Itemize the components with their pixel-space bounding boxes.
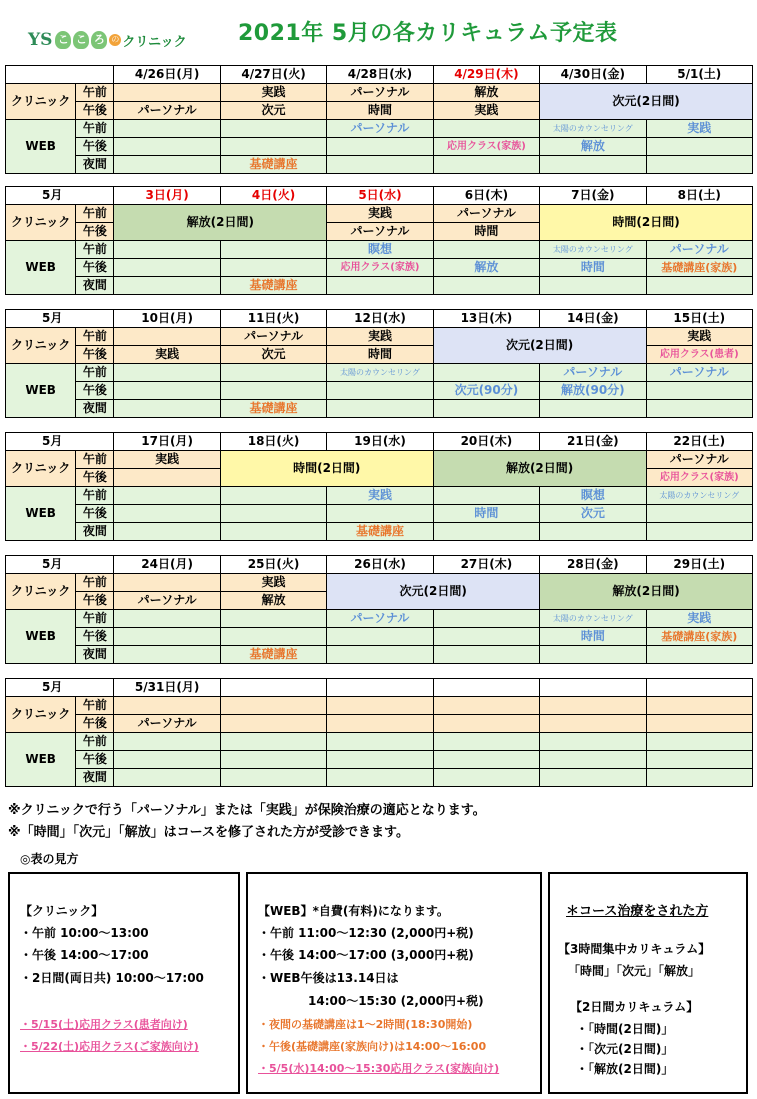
schedule-cell: 実践 [327, 205, 433, 223]
three-hour-heading: 【3時間集中カリキュラム】 [558, 942, 711, 956]
three-hour-items: 「時間」「次元」「解放」 [568, 964, 701, 978]
schedule-cell: 次元 [540, 505, 646, 523]
month-cell: 5月 [6, 187, 114, 205]
schedule-cell [114, 505, 220, 523]
two-day-item-3: ・「解放(2日間)」 [576, 1062, 674, 1076]
schedule-cell: 解放 [220, 592, 326, 610]
schedule-cell: 次元 [220, 102, 326, 120]
schedule-cell-merged: 次元(2日間) [540, 84, 753, 120]
logo-ys: YS [28, 30, 53, 50]
day-header: 24日(月) [114, 556, 220, 574]
slot-pm: 午後 [76, 592, 114, 610]
schedule-cell [114, 469, 220, 487]
two-day-item-2: ・「次元(2日間)」 [576, 1042, 674, 1056]
schedule-cell [540, 523, 646, 541]
schedule-cell [327, 769, 433, 787]
schedule-cell: 次元 [220, 346, 326, 364]
schedule-cell: 実践 [220, 84, 326, 102]
schedule-cell [646, 138, 752, 156]
page-title: 2021年 5月の各カリキュラム予定表 [238, 21, 618, 46]
schedule-cell [433, 646, 539, 664]
schedule-cell [540, 400, 646, 418]
schedule-cell [327, 156, 433, 174]
slot-pm: 午後 [76, 505, 114, 523]
day-header: 29日(土) [646, 556, 752, 574]
legend-title: ◎表の見方 [20, 852, 79, 866]
clinic-hours-box [8, 872, 240, 1094]
schedule-cell [114, 138, 220, 156]
course-box [548, 872, 748, 1094]
logo-heart-1: こ [55, 31, 71, 49]
two-day-heading: 【2日間カリキュラム】 [570, 1000, 699, 1014]
week-table-2 [5, 186, 753, 295]
schedule-cell: 時間 [433, 505, 539, 523]
day-header: 4/28日(水) [327, 66, 433, 84]
row-label-clinic: クリニック [6, 328, 76, 364]
schedule-cell [540, 277, 646, 295]
day-header: 20日(木) [433, 433, 539, 451]
slot-am: 午前 [76, 574, 114, 592]
row-label-web: WEB [6, 487, 76, 541]
day-header: 28日(金) [540, 556, 646, 574]
schedule-cell: 基礎講座(家族) [646, 259, 752, 277]
schedule-cell [220, 751, 326, 769]
schedule-cell [433, 241, 539, 259]
day-header-holiday: 4日(火) [220, 187, 326, 205]
schedule-cell [114, 523, 220, 541]
schedule-cell [327, 715, 433, 733]
month-cell: 5月 [6, 556, 114, 574]
header [0, 0, 757, 58]
schedule-cell-merged: 解放(2日間) [540, 574, 753, 610]
day-header [540, 679, 646, 697]
schedule-cell [646, 505, 752, 523]
schedule-cell [114, 733, 220, 751]
schedule-cell: パーソナル [540, 364, 646, 382]
day-header: 7日(金) [540, 187, 646, 205]
slot-night: 夜間 [76, 523, 114, 541]
clinic-note-1: ・5/15(土)応用クラス(患者向け) [20, 1018, 188, 1031]
slot-night: 夜間 [76, 400, 114, 418]
web-special-note: ・5/5(水)14:00～15:30応用クラス(家族向け) [258, 1062, 500, 1075]
schedule-cell: 応用クラス(家族) [433, 138, 539, 156]
schedule-cell: 基礎講座 [220, 156, 326, 174]
schedule-cell: 基礎講座 [327, 523, 433, 541]
schedule-cell [433, 769, 539, 787]
schedule-cell [646, 382, 752, 400]
schedule-cell [433, 523, 539, 541]
schedule-cell [540, 733, 646, 751]
row-label-web: WEB [6, 241, 76, 295]
web-am-hours: ・午前 11:00～12:30 (2,000円+税) [258, 926, 474, 940]
schedule-cell [220, 628, 326, 646]
schedule-cell [540, 646, 646, 664]
schedule-cell [433, 697, 539, 715]
slot-pm: 午後 [76, 469, 114, 487]
schedule-cell [220, 120, 326, 138]
day-header: 14日(金) [540, 310, 646, 328]
day-header: 10日(月) [114, 310, 220, 328]
slot-am: 午前 [76, 364, 114, 382]
week-table-1 [5, 65, 753, 174]
schedule-cell [433, 120, 539, 138]
schedule-cell [540, 751, 646, 769]
footnote-insurance: ※クリニックで行う「パーソナル」または「実践」が保険治療の適応となります。 [8, 803, 486, 818]
schedule-cell [327, 277, 433, 295]
month-cell: 5月 [6, 679, 114, 697]
day-header [327, 679, 433, 697]
day-header: 4/26日(月) [114, 66, 220, 84]
schedule-cell: パーソナル [114, 592, 220, 610]
month-cell [6, 66, 114, 84]
schedule-cell: 実践 [114, 346, 220, 364]
schedule-cell [220, 715, 326, 733]
schedule-cell: 解放(90分) [540, 382, 646, 400]
row-label-clinic: クリニック [6, 574, 76, 610]
slot-pm: 午後 [76, 715, 114, 733]
logo-heart-2: こ [73, 31, 89, 49]
slot-am: 午前 [76, 205, 114, 223]
row-label-web: WEB [6, 610, 76, 664]
schedule-cell [540, 769, 646, 787]
logo-no: の [111, 35, 120, 44]
day-header: 15日(土) [646, 310, 752, 328]
schedule-cell: パーソナル [327, 610, 433, 628]
schedule-cell: 実践 [220, 574, 326, 592]
schedule-cell: 瞑想 [327, 241, 433, 259]
schedule-cell: パーソナル [327, 120, 433, 138]
schedule-cell: 基礎講座(家族) [646, 628, 752, 646]
day-header: 5/1(土) [646, 66, 752, 84]
schedule-cell [433, 156, 539, 174]
web-pm-note-2: 14:00～15:30 (2,000円+税) [308, 994, 484, 1008]
schedule-cell [327, 646, 433, 664]
slot-pm: 午後 [76, 138, 114, 156]
schedule-cell [220, 610, 326, 628]
schedule-cell [220, 259, 326, 277]
schedule-cell [114, 328, 220, 346]
schedule-cell-merged: 次元(2日間) [433, 328, 646, 364]
schedule-cell [220, 697, 326, 715]
day-header: 8日(土) [646, 187, 752, 205]
schedule-cell: パーソナル [646, 364, 752, 382]
schedule-cell [327, 382, 433, 400]
footnote-course: ※「時間」「次元」「解放」はコースを修了された方が受診できます。 [8, 825, 409, 840]
schedule-cell [646, 523, 752, 541]
week-table-6 [5, 678, 753, 787]
logo-heart-3: ろ [91, 31, 107, 49]
schedule-cell: 太陽のカウンセリング [540, 241, 646, 259]
schedule-cell [114, 364, 220, 382]
schedule-cell [114, 120, 220, 138]
schedule-cell [114, 769, 220, 787]
schedule-cell: 時間 [540, 628, 646, 646]
row-label-web: WEB [6, 364, 76, 418]
slot-night: 夜間 [76, 277, 114, 295]
schedule-cell: 太陽のカウンセリング [327, 364, 433, 382]
day-header: 22日(土) [646, 433, 752, 451]
slot-am: 午前 [76, 487, 114, 505]
web-pm-hours: ・午後 14:00～17:00 (3,000円+税) [258, 948, 474, 962]
schedule-cell [114, 751, 220, 769]
schedule-cell: パーソナル [327, 223, 433, 241]
schedule-cell: 実践 [327, 487, 433, 505]
schedule-cell [433, 400, 539, 418]
schedule-cell [433, 364, 539, 382]
day-header: 26日(水) [327, 556, 433, 574]
schedule-cell-merged: 時間(2日間) [540, 205, 753, 241]
schedule-cell: 応用クラス(患者) [646, 346, 752, 364]
slot-am: 午前 [76, 120, 114, 138]
schedule-cell: 実践 [114, 451, 220, 469]
schedule-cell: パーソナル [327, 84, 433, 102]
schedule-cell: 時間 [327, 346, 433, 364]
clinic-pm-hours: ・午後 14:00～17:00 [20, 948, 149, 962]
day-header [646, 679, 752, 697]
web-pm-note: ・WEB午後は13.14日は [258, 971, 399, 985]
schedule-cell-merged: 解放(2日間) [433, 451, 646, 487]
day-header [220, 679, 326, 697]
schedule-cell [220, 769, 326, 787]
day-header: 5/31日(月) [114, 679, 220, 697]
slot-pm: 午後 [76, 223, 114, 241]
schedule-cell [327, 697, 433, 715]
schedule-cell [114, 646, 220, 664]
schedule-cell: 太陽のカウンセリング [540, 610, 646, 628]
day-header-holiday: 5日(水) [327, 187, 433, 205]
month-cell: 5月 [6, 310, 114, 328]
day-header: 27日(木) [433, 556, 539, 574]
schedule-cell [433, 610, 539, 628]
day-header: 19日(水) [327, 433, 433, 451]
schedule-cell: 実践 [327, 328, 433, 346]
day-header: 11日(火) [220, 310, 326, 328]
clinic-box-title: 【クリニック】 [20, 904, 104, 918]
schedule-cell: 時間 [433, 223, 539, 241]
day-header-holiday: 3日(月) [114, 187, 220, 205]
clinic-logo [28, 26, 187, 54]
schedule-cell-merged: 時間(2日間) [220, 451, 433, 487]
day-header: 17日(月) [114, 433, 220, 451]
day-header: 6日(木) [433, 187, 539, 205]
schedule-cell [540, 697, 646, 715]
schedule-cell [114, 259, 220, 277]
slot-am: 午前 [76, 697, 114, 715]
schedule-cell [646, 769, 752, 787]
week-table-4 [5, 432, 753, 541]
schedule-cell [114, 628, 220, 646]
schedule-cell: パーソナル [220, 328, 326, 346]
schedule-cell: パーソナル [433, 205, 539, 223]
schedule-cell: 太陽のカウンセリング [646, 487, 752, 505]
schedule-cell: 実践 [646, 610, 752, 628]
schedule-cell [433, 487, 539, 505]
schedule-cell [220, 241, 326, 259]
schedule-cell [433, 277, 539, 295]
day-header: 12日(水) [327, 310, 433, 328]
schedule-cell: 実践 [433, 102, 539, 120]
schedule-cell: 次元(90分) [433, 382, 539, 400]
slot-am: 午前 [76, 241, 114, 259]
day-header: 21日(金) [540, 433, 646, 451]
slot-am: 午前 [76, 733, 114, 751]
schedule-cell [114, 241, 220, 259]
slot-pm: 午後 [76, 751, 114, 769]
schedule-cell [220, 733, 326, 751]
slot-night: 夜間 [76, 156, 114, 174]
schedule-cell: 基礎講座 [220, 277, 326, 295]
schedule-cell [327, 505, 433, 523]
row-label-clinic: クリニック [6, 84, 76, 120]
month-cell: 5月 [6, 433, 114, 451]
row-label-web: WEB [6, 733, 76, 787]
week-table-5 [5, 555, 753, 664]
schedule-cell: 基礎講座 [220, 646, 326, 664]
schedule-cell [327, 751, 433, 769]
schedule-cell [114, 156, 220, 174]
schedule-cell [646, 733, 752, 751]
footnotes [8, 800, 486, 844]
schedule-cell [220, 523, 326, 541]
day-header: 4/30日(金) [540, 66, 646, 84]
web-kiso-note: ・午後(基礎講座(家族向け)は14:00～16:00 [258, 1040, 487, 1053]
schedule-cell [114, 84, 220, 102]
schedule-cell: 解放 [433, 259, 539, 277]
schedule-cell [646, 277, 752, 295]
schedule-cell [114, 487, 220, 505]
schedule-cell [433, 715, 539, 733]
schedule-cell [114, 382, 220, 400]
day-header-holiday: 4/29日(木) [433, 66, 539, 84]
schedule-cell-merged: 次元(2日間) [327, 574, 540, 610]
row-label-clinic: クリニック [6, 451, 76, 487]
schedule-cell [114, 574, 220, 592]
schedule-cell [327, 400, 433, 418]
schedule-cell [540, 715, 646, 733]
day-header: 13日(木) [433, 310, 539, 328]
schedule-cell [540, 156, 646, 174]
web-box-title: 【WEB】*自費(有料)になります。 [258, 904, 449, 918]
row-label-clinic: クリニック [6, 697, 76, 733]
schedule-cell [220, 487, 326, 505]
schedule-cell [220, 364, 326, 382]
schedule-cell: 時間 [327, 102, 433, 120]
row-label-clinic: クリニック [6, 205, 76, 241]
slot-pm: 午後 [76, 346, 114, 364]
row-label-web: WEB [6, 120, 76, 174]
schedule-cell: 実践 [646, 120, 752, 138]
schedule-cell: 解放 [540, 138, 646, 156]
slot-am: 午前 [76, 84, 114, 102]
week-table-3 [5, 309, 753, 418]
schedule-cell [646, 400, 752, 418]
logo-clinic: クリニック [122, 34, 187, 50]
schedule-cell [114, 610, 220, 628]
slot-am: 午前 [76, 328, 114, 346]
schedule-cell [220, 505, 326, 523]
schedule-cell: 基礎講座 [220, 400, 326, 418]
schedule-cell [646, 156, 752, 174]
web-hours-box [246, 872, 542, 1094]
two-day-item-1: ・「時間(2日間)」 [576, 1022, 674, 1036]
clinic-am-hours: ・午前 10:00～13:00 [20, 926, 149, 940]
schedule-cell [220, 138, 326, 156]
slot-night: 夜間 [76, 769, 114, 787]
schedule-cell: パーソナル [114, 715, 220, 733]
clinic-two-day-hours: ・2日間(両日共) 10:00～17:00 [20, 971, 204, 985]
slot-pm: 午後 [76, 382, 114, 400]
schedule-cell [433, 628, 539, 646]
day-header: 25日(火) [220, 556, 326, 574]
schedule-cell [114, 277, 220, 295]
schedule-cell [327, 628, 433, 646]
schedule-cell [433, 733, 539, 751]
schedule-cell [327, 733, 433, 751]
schedule-cell: 実践 [646, 328, 752, 346]
schedule-cell: 時間 [540, 259, 646, 277]
schedule-cell: 応用クラス(家族) [327, 259, 433, 277]
schedule-cell [646, 751, 752, 769]
schedule-cell: パーソナル [646, 241, 752, 259]
schedule-cell: パーソナル [646, 451, 752, 469]
schedule-cell [646, 697, 752, 715]
course-box-title: ＊コース治療をされた方 [566, 904, 709, 919]
schedule-cell [114, 400, 220, 418]
schedule-cell [327, 138, 433, 156]
schedule-cell: 太陽のカウンセリング [540, 120, 646, 138]
schedule-cell: パーソナル [114, 102, 220, 120]
slot-pm: 午後 [76, 628, 114, 646]
day-header [433, 679, 539, 697]
schedule-cell-merged: 解放(2日間) [114, 205, 327, 241]
schedule-cell [114, 697, 220, 715]
slot-am: 午前 [76, 451, 114, 469]
slot-am: 午前 [76, 610, 114, 628]
schedule-cell [220, 382, 326, 400]
schedule-cell: 瞑想 [540, 487, 646, 505]
slot-night: 夜間 [76, 646, 114, 664]
clinic-note-2: ・5/22(土)応用クラス(ご家族向け) [20, 1040, 199, 1053]
slot-pm: 午後 [76, 259, 114, 277]
day-header: 4/27日(火) [220, 66, 326, 84]
schedule-cell [646, 646, 752, 664]
web-night-note: ・夜間の基礎講座は1～2時間(18:30開始) [258, 1018, 473, 1031]
schedule-cell: 応用クラス(家族) [646, 469, 752, 487]
schedule-cell [433, 751, 539, 769]
slot-pm: 午後 [76, 102, 114, 120]
schedule-cell: 解放 [433, 84, 539, 102]
schedule-cell [646, 715, 752, 733]
day-header: 18日(火) [220, 433, 326, 451]
